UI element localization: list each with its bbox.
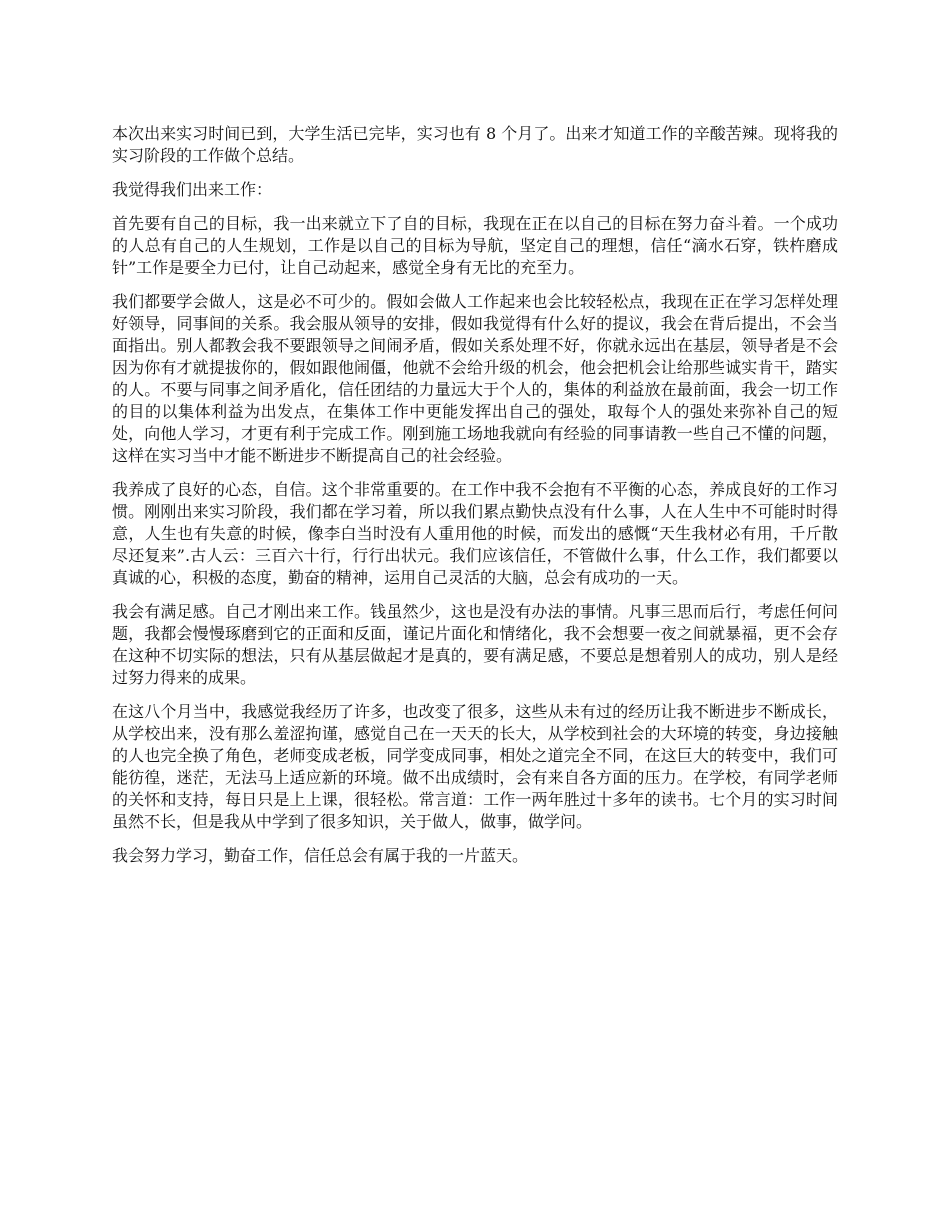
- paragraph-lead-in: 我觉得我们出来工作：: [112, 180, 273, 199]
- paragraph-growth: 在这八个月当中，我感觉我经历了许多，也改变了很多，这些从未有过的经历让我不断进步不断成长，从学校出来，没有那么羞涩拘谨，感觉自己在一天天的长大，从学校到社会的大环境的转变，身边接触的人也完全换了角色，老师变成老板，同学变成同事，相处之道完全不同，在这巨大的转变中，我们可能彷徨，迷茫，无法马上适应新的环境。做不出成绩时，会有来自各方面的压力。在学校，有同学老师的关怀和支持，每日只是上上课，很轻松。常言道：工作一两年胜过十多年的读书。七个月的实习时间虽然不长，但是我从中学到了很多知识，关于做人，做事，做学问。: [112, 702, 838, 831]
- document-body: [112, 123, 838, 867]
- paragraph-relationships: 我们都要学会做人，这是必不可少的。假如会做人工作起来也会比较轻松点，我现在正在学习怎样处理好领导，同事间的关系。我会服从领导的安排，假如我觉得有什么好的提议，我会在背后提出，不会当面指出。别人都教会我不要跟领导之间闹矛盾，假如关系处理不好，你就永远出在基层，领导者是不会因为你有才就提拔你的，假如跟他闹僵，他就不会给升级的机会，他会把机会让给那些诚实肯干，踏实的人。不要与同事之间矛盾化，信任团结的力量远大于个人的，集体的利益放在最前面，我会一切工作的目的以集体利益为出发点，在集体工作中更能发挥出自己的强处，取每个人的强处来弥补自己的短处，向他人学习，才更有利于完成工作。刚到施工场地我就向有经验的同事请教一些自己不懂的问题，这样在实习当中才能不断进步不断提高自己的社会经验。: [112, 292, 838, 465]
- paragraph-goals: 首先要有自己的目标，我一出来就立下了自的目标，我现在正在以自己的目标在努力奋斗着。一个成功的人总有自己的人生规划，工作是以自己的目标为导航，坚定自己的理想，信任“滴水石穿，铁杵磨成针”工作是要全力已付，让自己动起来，感觉全身有无比的充至力。: [112, 214, 838, 277]
- paragraph-attitude: 我养成了良好的心态，自信。这个非常重要的。在工作中我不会抱有不平衡的心态，养成良好的工作习惯。刚刚出来实习阶段，我们都在学习着，所以我们累点勤快点没有什么事，人在人生中不可能时时得意，人生也有失意的时候，像李白当时没有人重用他的时候，而发出的感慨“天生我材必有用，千斤散尽还复来”.古人云：三百六十行，行行出状元。我们应该信任，不管做什么事，什么工作，我们都要以真诚的心，积极的态度，勤奋的精神，运用自己灵活的大脑，总会有成功的一天。: [112, 480, 838, 587]
- paragraph-conclusion: 我会努力学习，勤奋工作，信任总会有属于我的一片蓝天。: [112, 846, 529, 865]
- paragraph-contentment: 我会有满足感。自己才刚出来工作。钱虽然少，这也是没有办法的事情。凡事三思而后行，考虑任何问题，我都会慢慢琢磨到它的正面和反面，谨记片面化和情绪化，我不会想要一夜之间就暴福，更不会存在这种不切实际的想法，只有从基层做起才是真的，要有满足感，不要总是想着别人的成功，别人是经过努力得来的成果。: [112, 602, 838, 687]
- paragraph-intro: 本次出来实习时间已到，大学生活已完毕，实习也有 8 个月了。出来才知道工作的辛酸苦辣。现将我的实习阶段的工作做个总结。: [112, 124, 838, 165]
